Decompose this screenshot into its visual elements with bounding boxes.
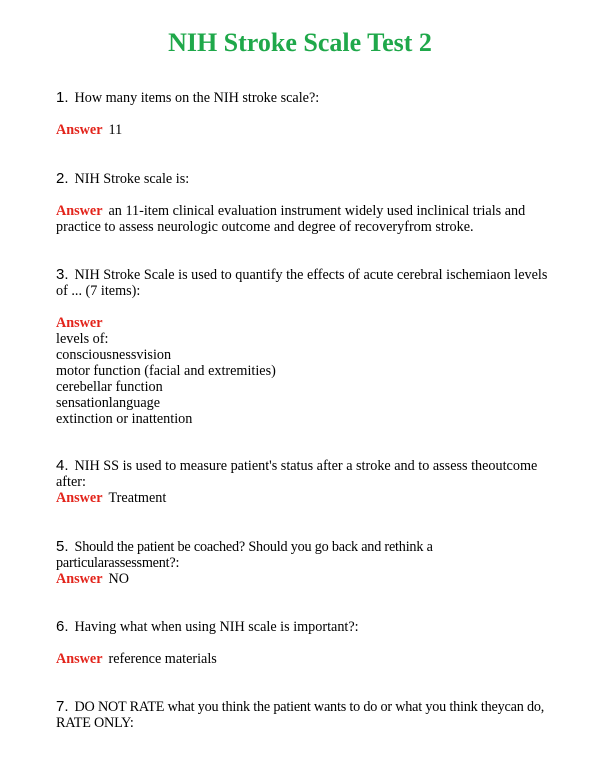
question-number: 1. xyxy=(56,89,69,106)
answer-label: Answer xyxy=(56,203,103,219)
question-1 xyxy=(56,90,556,106)
answer-label: Answer xyxy=(56,315,103,331)
question-2 xyxy=(56,171,556,187)
answer-line: cerebellar function xyxy=(56,379,163,395)
answer-6 xyxy=(56,651,556,667)
answer-line: motor function (facial and extremities) xyxy=(56,363,276,379)
question-text: NIH Stroke Scale is used to quantify the effects of acute cerebral ischemiaon levels of ... (7 items): xyxy=(56,267,548,299)
question-text: NIH Stroke scale is: xyxy=(74,171,190,187)
answer-5 xyxy=(56,571,556,587)
question-text: How many items on the NIH stroke scale?: xyxy=(74,90,320,106)
question-text: NIH SS is used to measure patient's status after a stroke and to assess theoutcome after: xyxy=(56,458,538,490)
question-5 xyxy=(56,539,556,571)
answer-label: Answer xyxy=(56,122,103,138)
answer-1 xyxy=(56,122,556,138)
answer-text: reference materials xyxy=(108,651,217,667)
question-4 xyxy=(56,458,556,490)
question-number: 4. xyxy=(56,457,69,474)
answer-text: NO xyxy=(108,571,129,587)
answer-label: Answer xyxy=(56,651,103,667)
answer-line: consciousnessvision xyxy=(56,347,172,363)
answer-label: Answer xyxy=(56,490,103,506)
question-text: Having what when using NIH scale is important?: xyxy=(74,619,359,635)
question-7 xyxy=(56,699,556,731)
question-number: 7. xyxy=(56,698,69,715)
answer-line: extinction or inattention xyxy=(56,411,193,427)
answer-2 xyxy=(56,203,526,235)
question-6 xyxy=(56,619,556,635)
answer-label: Answer xyxy=(56,571,103,587)
page-title: NIH Stroke Scale Test 2 xyxy=(168,28,432,57)
question-number: 5. xyxy=(56,538,69,555)
answer-line: levels of: xyxy=(56,331,109,347)
answer-line: sensationlanguage xyxy=(56,395,161,411)
question-text: DO NOT RATE what you think the patient wants to do or what you think theycan do, RATE ONLY: xyxy=(56,699,545,731)
question-number: 6. xyxy=(56,618,69,635)
answer-text: 11 xyxy=(108,122,123,138)
question-number: 2. xyxy=(56,170,69,187)
answer-4 xyxy=(56,490,556,506)
answer-text: Treatment xyxy=(108,490,167,506)
question-3 xyxy=(56,267,556,299)
answer-3 xyxy=(56,315,556,427)
answer-text: an 11-item clinical evaluation instrument widely used inclinical trials and practice to assess neurologic outcome and degree of recoveryfrom stroke. xyxy=(56,203,526,235)
question-number: 3. xyxy=(56,266,69,283)
question-text: Should the patient be coached? Should you go back and rethink a particularassessment?: xyxy=(56,539,433,571)
